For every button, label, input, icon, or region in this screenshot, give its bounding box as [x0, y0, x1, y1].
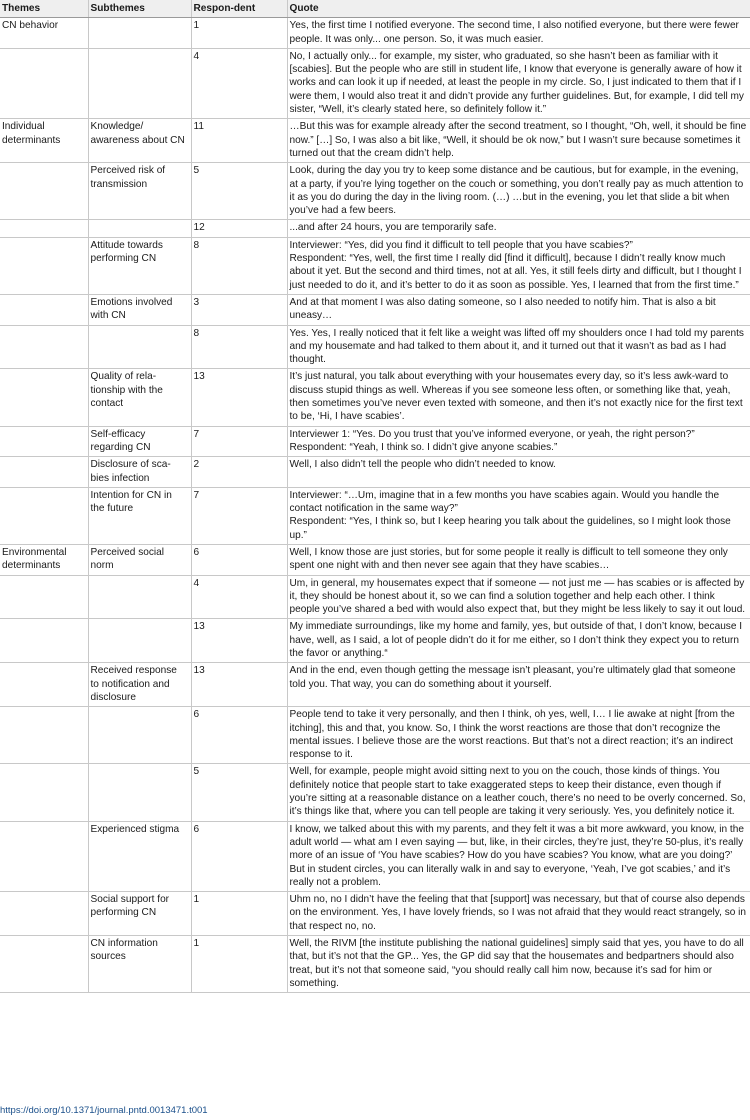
cell-subtheme: Social support for performing CN: [88, 892, 191, 936]
cell-respondent: 12: [191, 220, 287, 237]
quote-line: Look, during the day you try to keep some distance and be cautious, but for example, in the evening, at a party, if you’re lying together on the couch or something, you don’t really pay as much attention to it as you do during the day in the living room. (…) …but in the evening, you let that slide a bit when you’ve had a few beers.: [289, 165, 744, 217]
cell-subtheme: [88, 575, 191, 619]
table-row: [0, 936, 750, 993]
quote-line: My immediate surroundings, like my home and family, yes, but outside of that, I don’t know, because I have, well, as I said, a lot of people didn’t do it for me either, so I don’t think they expect you to return the favor or anything.“: [289, 621, 743, 660]
cell-respondent: 6: [191, 707, 287, 764]
cell-theme: [0, 48, 88, 118]
cell-respondent: 5: [191, 764, 287, 821]
quote-line: No, I actually only... for example, my sister, who graduated, so she hasn’t been as familiar with it [scabies]. But the people who are still in student life, I know that everyone is generally aware of how it works and can look it up if needed, at least the people in my circle. So, I just indicated to them that if I were them, I would also treat it and didn’t provide any further guidelines. But, for example, I did tell my sister, “Well, it’s clearly stated here, so definitely follow it.”: [289, 50, 744, 116]
table-row: [0, 237, 750, 294]
cell-theme: [0, 163, 88, 220]
cell-quote: [287, 220, 750, 237]
table-row: [0, 48, 750, 118]
quote-line: Interviewer 1: “Yes. Do you trust that you’ve informed everyone, or yeah, the right person?”: [289, 428, 695, 440]
quote-line: …But this was for example already after the second treatment, so I thought, “Oh, well, it should be fine now.” […] So, I was also a bit like, “Well, it should be ok now,” but I wasn’t sure because sometimes it turned out that the cream didn’t help.: [289, 121, 747, 159]
table-row: [0, 294, 750, 325]
cell-respondent: 7: [191, 426, 287, 457]
cell-quote: [287, 663, 750, 707]
cell-quote: [287, 119, 750, 163]
cell-theme: [0, 764, 88, 821]
cell-respondent: 4: [191, 575, 287, 619]
quote-line: And in the end, even though getting the message isn’t pleasant, you’re ultimately glad that someone told you. That way, you can do something about it yourself.: [289, 665, 736, 690]
cell-respondent: 7: [191, 487, 287, 544]
table-row: [0, 663, 750, 707]
table-row: [0, 163, 750, 220]
cell-respondent: 8: [191, 237, 287, 294]
cell-respondent: 1: [191, 18, 287, 49]
quote-line: I know, we talked about this with my parents, and they felt it was a bit more awkward, you know, in the adult world — what am I even saying — but, like, in their circles, they’re just, they’re 50-plus, it’s really more of an issue of ‘You have scabies? How do you have scabies? You know, what are you doing?’ But in student circles, you can literally walk in and say to everyone, ‘Yeah, I’ve got scabies,’ and it’s really not a problem.: [289, 823, 744, 888]
cell-quote: [287, 544, 750, 575]
quote-line: Well, I also didn’t tell the people who didn’t needed to know.: [289, 459, 556, 471]
cell-subtheme: Intention for CN in the future: [88, 487, 191, 544]
cell-theme: [0, 294, 88, 325]
cell-theme: [0, 575, 88, 619]
cell-subtheme: Attitude towards performing CN: [88, 237, 191, 294]
cell-quote: [287, 936, 750, 993]
cell-quote: [287, 487, 750, 544]
header-respondent: Respon-dent: [191, 0, 287, 18]
cell-subtheme: Received response to notification and disclosure: [88, 663, 191, 707]
cell-subtheme: [88, 619, 191, 663]
cell-quote: [287, 892, 750, 936]
cell-subtheme: [88, 48, 191, 118]
quote-line: Well, the RIVM [the institute publishing the national guidelines] simply said that yes, you have to do all that, but it’s not that the GP... Yes, the GP did say that the housemates and bedpartners should also treat, but it’s not that someone said, “you should really call him now, because it’s sad for him or something.: [289, 938, 744, 989]
doi-link[interactable]: https://doi.org/10.1371/journal.pntd.0013471.t001: [0, 1105, 208, 1116]
table-row: [0, 487, 750, 544]
cell-theme: [0, 237, 88, 294]
quote-line: It’s just natural, you talk about everything with your housemates every day, so it’s less awk-ward to discuss stupid things as well. Whereas if you see someone less often, or something like that, yeah, then sometimes you’ve never even texted with someone, and then it’s not exactly nice for the first text to be, ‘Hi, I have scabies’.: [289, 371, 743, 423]
cell-subtheme: [88, 18, 191, 49]
cell-quote: [287, 457, 750, 488]
cell-respondent: 13: [191, 663, 287, 707]
quote-line: Well, for example, people might avoid sitting next to you on the couch, those kinds of things. You definitely notice that people start to take exaggerated steps to keep their distance, even though if you’re sitting at a reasonable distance on a leather couch, there’s no need to be overly concerned. So, it’s things like that, where you can tell people are taking it very seriously. Yes, you definitely notice it.: [289, 766, 746, 818]
cell-subtheme: CN information sources: [88, 936, 191, 993]
quote-line: Respondent: “Yeah, I think so. I didn’t give anyone scabies.”: [289, 441, 558, 453]
cell-theme: [0, 487, 88, 544]
quote-line: Respondent: “Yes, well, the first time I really did [find it difficult], because I didn’t really know much about it yet. But the second and third times, not at all. Yes, it still feels dirty and difficult, but I thought I just needed to do it, and it’s better to do it as soon as possible. Yes, I learned that from the first time.”: [289, 253, 742, 291]
table-row: [0, 426, 750, 457]
cell-theme: [0, 619, 88, 663]
cell-theme: Environmental determinants: [0, 544, 88, 575]
table-row: [0, 119, 750, 163]
cell-respondent: 5: [191, 163, 287, 220]
cell-subtheme: Perceived social norm: [88, 544, 191, 575]
table-row: [0, 619, 750, 663]
cell-respondent: 11: [191, 119, 287, 163]
cell-quote: [287, 237, 750, 294]
cell-theme: [0, 220, 88, 237]
cell-quote: [287, 821, 750, 891]
header-quote: Quote: [287, 0, 750, 18]
table-row: [0, 544, 750, 575]
cell-theme: CN behavior: [0, 18, 88, 49]
table-row: [0, 325, 750, 369]
quote-line: Interviewer: “…Um, imagine that in a few months you have scabies again. Would you handle the contact notification in the same way?”: [289, 489, 720, 515]
cell-respondent: 13: [191, 369, 287, 426]
header-themes: Themes: [0, 0, 88, 18]
cell-theme: [0, 325, 88, 369]
table-header-row: [0, 0, 750, 18]
header-subthemes: Subthemes: [88, 0, 191, 18]
cell-respondent: 1: [191, 936, 287, 993]
cell-respondent: 3: [191, 294, 287, 325]
cell-theme: [0, 663, 88, 707]
cell-quote: [287, 575, 750, 619]
cell-subtheme: [88, 325, 191, 369]
cell-quote: [287, 426, 750, 457]
cell-subtheme: Emotions involved with CN: [88, 294, 191, 325]
quote-line: Um, in general, my housemates expect that if someone — not just me — has scabies or is affected by it, they should be honest about it, so we can find a solution together and help each other. I think people you’ve shared a bed with would also expect that, but they might be less likely to say it out loud.: [289, 577, 746, 616]
quote-line: Yes. Yes, I really noticed that it felt like a weight was lifted off my shoulders once I had told my parents and my housemate and had talked to them about it, and it turned out that it wasn’t as bad as I had thought.: [289, 327, 744, 366]
cell-subtheme: Quality of rela-tionship with the contact: [88, 369, 191, 426]
quote-line: Well, I know those are just stories, but for some people it really is difficult to tell someone they only spent one night with and then never see again that they have scabies…: [289, 546, 728, 572]
cell-quote: [287, 48, 750, 118]
quote-line: Respondent: “Yes, I think so, but I keep hearing you talk about the guidelines, so I might look those up.”: [289, 516, 731, 541]
table-row: [0, 369, 750, 426]
cell-quote: [287, 764, 750, 821]
cell-quote: [287, 707, 750, 764]
table-row: [0, 220, 750, 237]
cell-respondent: 6: [191, 821, 287, 891]
cell-respondent: 4: [191, 48, 287, 118]
cell-theme: Individual determinants: [0, 119, 88, 163]
cell-quote: [287, 294, 750, 325]
table-row: [0, 18, 750, 49]
cell-subtheme: Self-efficacy regarding CN: [88, 426, 191, 457]
cell-quote: [287, 18, 750, 49]
quote-line: And at that moment I was also dating someone, so I also needed to notify him. That is also a bit uneasy…: [289, 296, 716, 322]
cell-quote: [287, 325, 750, 369]
cell-subtheme: Disclosure of sca-bies infection: [88, 457, 191, 488]
cell-subtheme: Perceived risk of transmission: [88, 163, 191, 220]
table-row: [0, 821, 750, 891]
cell-quote: [287, 619, 750, 663]
table-row: [0, 892, 750, 936]
cell-theme: [0, 892, 88, 936]
cell-theme: [0, 821, 88, 891]
quote-line: ...and after 24 hours, you are temporarily safe.: [289, 222, 497, 234]
cell-theme: [0, 369, 88, 426]
table-row: [0, 764, 750, 821]
quote-line: People tend to take it very personally, and then I think, oh yes, well, I… I lie awake at night [from the itching], this and that, you know. So, I think the worst reactions are those that don’t recognize the mental issues. I believe those are the worst reactions. But that’s not a direct reaction; it’s an indirect response to it.: [289, 709, 735, 761]
cell-respondent: 8: [191, 325, 287, 369]
quote-line: Interviewer: “Yes, did you find it difficult to tell people that you have scabies?”: [289, 239, 633, 251]
cell-subtheme: [88, 707, 191, 764]
cell-respondent: 6: [191, 544, 287, 575]
cell-subtheme: [88, 764, 191, 821]
cell-theme: [0, 936, 88, 993]
cell-subtheme: [88, 220, 191, 237]
cell-theme: [0, 457, 88, 488]
cell-respondent: 13: [191, 619, 287, 663]
cell-subtheme: Experienced stigma: [88, 821, 191, 891]
cell-quote: [287, 163, 750, 220]
quote-line: Uhm no, no I didn’t have the feeling that that [support] was necessary, but that of course also depends on the environment. Yes, I have lovely friends, so I was not afraid that they would react strangely, so in that respect no, no.: [289, 894, 747, 932]
cell-quote: [287, 369, 750, 426]
cell-respondent: 2: [191, 457, 287, 488]
table-row: [0, 575, 750, 619]
cell-respondent: 1: [191, 892, 287, 936]
cell-subtheme: Knowledge/ awareness about CN: [88, 119, 191, 163]
quote-line: Yes, the first time I notified everyone. The second time, I also notified everyone, but there were fewer people. It was only... one person. So, it was much easier.: [289, 20, 739, 45]
table-row: [0, 707, 750, 764]
table-row: [0, 457, 750, 488]
cell-theme: [0, 707, 88, 764]
cell-theme: [0, 426, 88, 457]
